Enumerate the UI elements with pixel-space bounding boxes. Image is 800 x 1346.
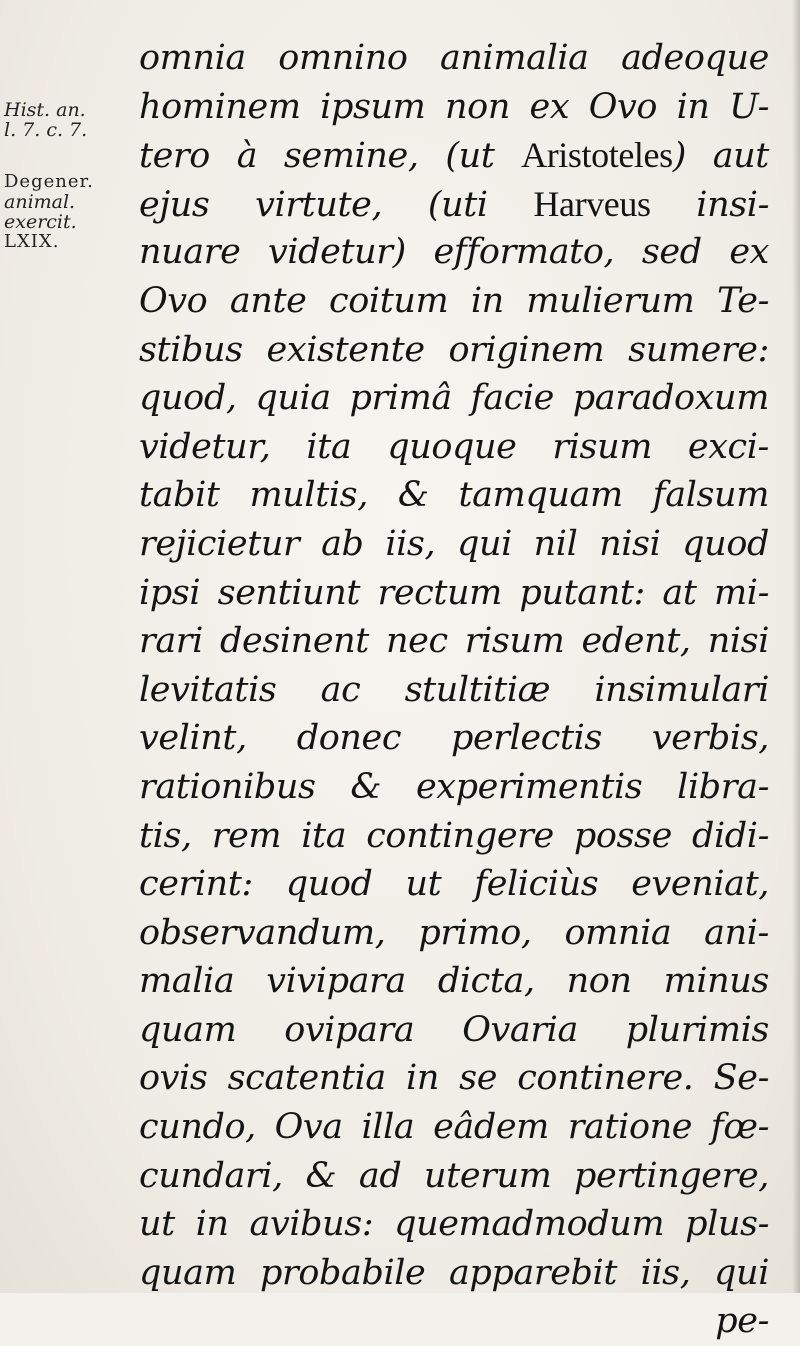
text-line: tis, rem ita contingere posse didi-: [139, 815, 769, 856]
name-aristoteles: Aristoteles: [521, 135, 673, 176]
text-line: stibus existente originem sumere:: [139, 329, 769, 370]
text-segment: tero à semine, (ut: [139, 136, 522, 177]
text-line: hominem ipsum non ex Ovo in U-: [139, 86, 769, 127]
page-edge-shadow: [792, 0, 800, 1293]
text-line: observandum, primo, omnia ani-: [139, 912, 769, 953]
text-line: malia vivipara dicta, non minus: [139, 961, 769, 1002]
margin-note-hist-ref: l. 7. c. 7.: [4, 119, 88, 141]
text-line: quod, quia primâ facie paradoxum: [139, 378, 769, 419]
body-text: [139, 34, 769, 1346]
name-harveus: Harveus: [533, 183, 651, 224]
text-line: [139, 180, 769, 229]
text-line: ut in avibus: quemadmodum plus-: [139, 1204, 769, 1245]
text-line: cundari, & ad uterum pertingere,: [139, 1155, 769, 1196]
text-segment: ) aut: [672, 136, 769, 177]
text-line: quam ovipara Ovaria plurimis: [139, 1009, 769, 1050]
text-line: cundo, Ova illa eâdem ratione fœ-: [139, 1107, 769, 1148]
margin-note-hist-title: Hist. an.: [4, 99, 86, 121]
text-line: nuare videtur) efformato, sed ex: [139, 232, 769, 273]
margin-note-degener-number: LXIX.: [4, 231, 60, 252]
text-line: tabit multis, & tamquam falsum: [139, 475, 769, 516]
text-line: rari desinent nec risum edent, nisi: [139, 621, 769, 662]
text-line: velint, donec perlectis verbis,: [139, 718, 769, 759]
text-line: rejicietur ab iis, qui nil nisi quod: [139, 523, 769, 564]
text-segment: ejus virtute, (uti: [139, 184, 534, 225]
text-line: quam probabile apparebit iis, qui: [139, 1252, 769, 1293]
text-line: omnia omnino animalia adeoque: [139, 38, 769, 78]
text-line: videtur, ita quoque risum exci-: [139, 426, 769, 467]
text-line: [139, 131, 769, 180]
text-line: cerint: quod ut feliciùs eveniat,: [139, 864, 769, 905]
margin-note-degener-animal: animal.: [4, 191, 76, 213]
text-line: levitatis ac stultitiæ insimulari: [139, 669, 769, 710]
text-line: ipsi sentiunt rectum putant: at mi-: [139, 572, 769, 613]
margin-note-degener-title: Degener.: [4, 171, 94, 192]
margin-notes: [4, 100, 136, 252]
text-line: Ovo ante coitum in mulierum Te-: [139, 280, 769, 321]
text-line: rationibus & experimentis libra-: [139, 766, 769, 807]
text-segment: insi-: [650, 184, 769, 225]
text-line: ovis scatentia in se continere. Se-: [139, 1058, 769, 1099]
margin-note-degener-exercit: exercit.: [4, 211, 77, 233]
catchword: pe-: [715, 1301, 769, 1342]
